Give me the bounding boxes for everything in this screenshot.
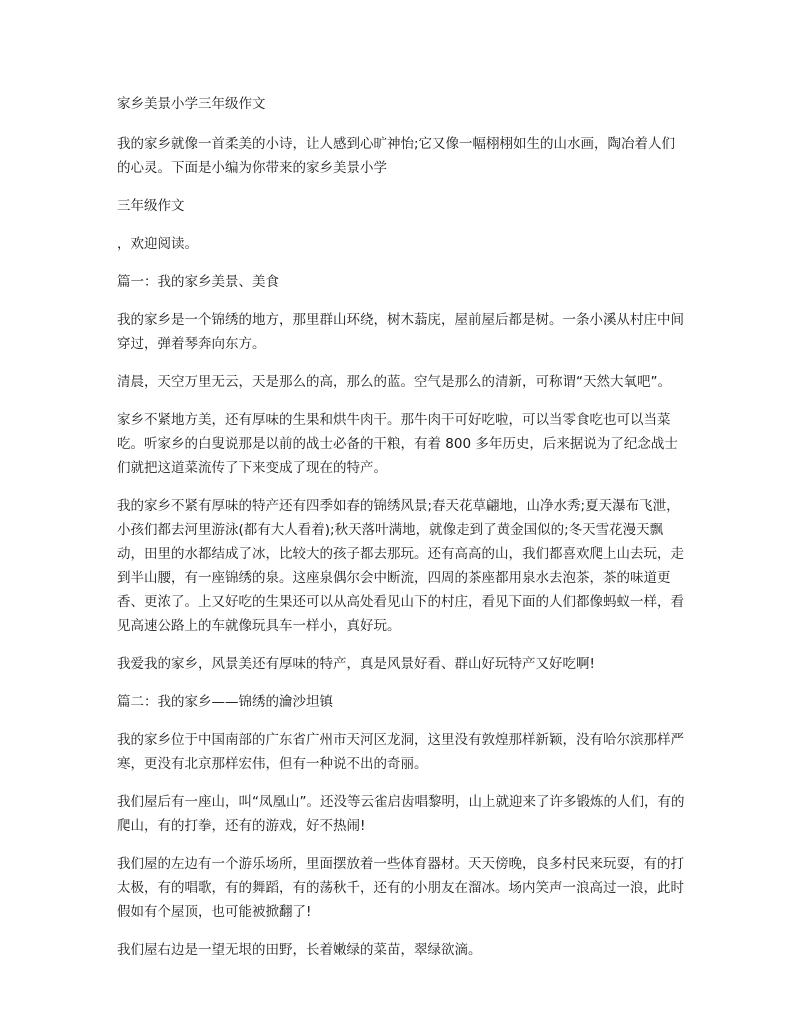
paragraph: 清晨，天空万里无云，天是那么的高，那么的蓝。空气是那么的清新，可称谓“天然大氧吧”。 <box>117 374 671 390</box>
paragraph: 我爱我的家乡，风景美还有厚味的特产，真是风景好看、群山好玩特产又好吃啊! <box>117 656 595 672</box>
paragraph: 我的家乡是一个锦绣的地方，那里群山环绕，树木蓊庑，屋前屋后都是树。一条小溪从村庄中间穿过，弹着琴奔向东方。 <box>117 312 684 352</box>
paragraph: 我的家乡就像一首柔美的小诗，让人感到心旷神怡;它又像一幅栩栩如生的山水画，陶冶着人们的心灵。下面是小编为你带来的家乡美景小学 <box>117 136 676 176</box>
document-body <box>117 92 685 976</box>
paragraph: 三年级作文 <box>117 198 185 214</box>
section-heading: 篇二：我的家乡——锦绣的瀹沙坦镇 <box>117 694 333 710</box>
paragraph: 我的家乡不紧有厚味的特产还有四季如春的锦绣风景;春天花草翩地，山净水秀;夏天瀑布飞泄，小孩们都去河里游泳(都有大人看着);秋天落叶满地，就像走到了黄金国似的;冬天雪花漫天飘动，田里的水都结成了冰，比较大的孩子都去那玩。还有高高的山，我们都喜欢爬上山去玩，走到半山腰，有一座锦绣的泉。这座泉偶尔会中断流，四周的茶座都用泉水去泡茶，茶的味道更香、更浓了。上又好吃的生果还可以从高处看见山下的村庄，看见下面的人们都像蚂蚁一样，看见高速公路上的车就像玩具车一样小，真好玩。 <box>117 498 684 634</box>
paragraph: 我们屋的左边有一个游乐场所，里面摆放着一些体育器材。天天傍晚，良多村民来玩耍，有的打太极，有的唱歌，有的舞蹈，有的荡秋千，还有的小朋友在溜冰。场内笑声一浪高过一浪，此时假如有个屋顶，也可能被掀翻了! <box>117 856 684 920</box>
paragraph: 我们屋后有一座山，叫“凤凰山”。还没等云雀启齿唱黎明，山上就迎来了许多锻炼的人们，有的爬山，有的打拳，还有的游戏，好不热闹! <box>117 794 685 834</box>
section-heading: 篇一：我的家乡美景、美食 <box>117 274 279 290</box>
paragraph: 我们屋右边是一望无垠的田野，长着嫩绿的菜苗，翠绿欲滴。 <box>117 942 482 958</box>
paragraph: 我的家乡位于中国南部的广东省广州市天河区龙洞，这里没有敦煌那样新颖，没有哈尔滨那样严寒，更没有北京那样宏伟，但有一种说不出的奇丽。 <box>117 732 684 772</box>
document-title: 家乡美景小学三年级作文 <box>117 96 266 112</box>
paragraph: 家乡不紧地方美，还有厚味的生果和烘牛肉干。那牛肉干可好吃啦，可以当零食吃也可以当菜吃。听家乡的白叟说那是以前的战士必备的干粮，有着 800 多年历史，后来据说为了纪念战士们就把这道菜流传了下来变成了现在的特产。 <box>117 412 678 476</box>
paragraph: ，欢迎阅读。 <box>117 236 198 252</box>
